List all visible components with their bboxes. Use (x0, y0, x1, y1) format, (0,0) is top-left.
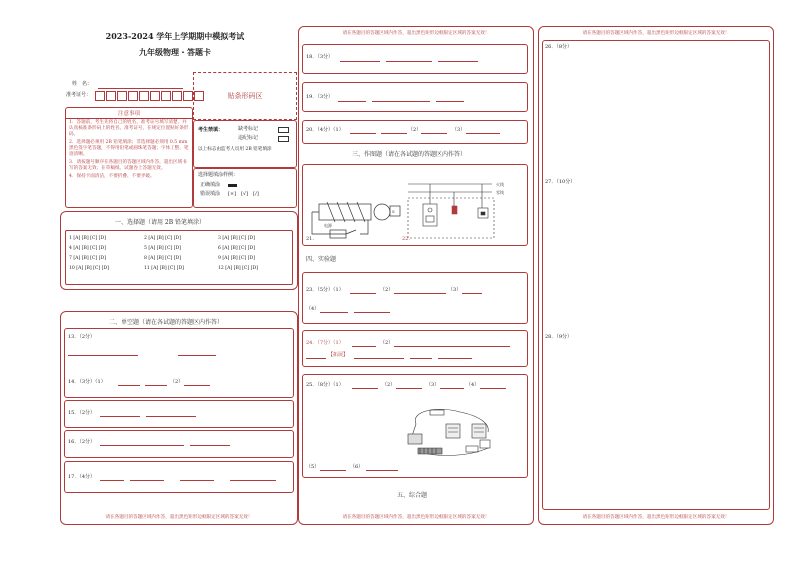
drawing-section-title: 三、作图题（请在各试题的答题区内作答） (352, 151, 467, 158)
q23-part2-label: （2） (380, 287, 394, 293)
q20-blank-2[interactable] (381, 133, 407, 134)
q14-part2-label: （2） (170, 379, 184, 385)
notes-title: 注意事项 (66, 108, 192, 119)
q24-label: 24．（7分）（1） (306, 340, 344, 346)
q17-blank-3[interactable] (180, 480, 214, 481)
q17-blank-2[interactable] (130, 480, 164, 481)
choice-q1[interactable]: 1 [A] [B] [C] [D] (69, 236, 106, 241)
q27-label: 27．（10分） (545, 179, 576, 185)
q19-blank-2[interactable] (372, 101, 430, 102)
q20-blank-3[interactable] (421, 133, 447, 134)
q19-blank-1[interactable] (338, 101, 366, 102)
q14-blank-1[interactable] (118, 385, 140, 386)
exam-title: 2023-2024 学年上学期期中模拟考试 (105, 31, 245, 41)
choice-q11[interactable]: 11 [A] [B] [C] [D] (144, 266, 184, 271)
notice-col3-bottom: 请在各题目的答题区域内作答，超出黑色矩形边框限定区域的答案无效！ (582, 515, 730, 520)
q25-blank-3[interactable] (440, 388, 464, 389)
q25-blank-6[interactable] (366, 470, 398, 471)
q24-box[interactable] (302, 330, 528, 367)
circuit-diagram (302, 164, 526, 244)
answer-area-26-28[interactable] (542, 40, 770, 510)
fill-example-box (193, 168, 297, 208)
q24-blank-1[interactable] (352, 346, 376, 347)
fire-wire-label: 火线 (496, 182, 504, 187)
q13-blank-2[interactable] (178, 355, 216, 356)
q25-blank-5[interactable] (320, 470, 346, 471)
q16-box[interactable] (64, 430, 294, 458)
comprehensive-section-title: 五、综合题 (397, 492, 428, 499)
q15-blank-1[interactable] (100, 416, 140, 417)
barcode-area (193, 72, 297, 120)
experiment-apparatus (400, 402, 500, 460)
choice-q8[interactable]: 8 [A] [B] [C] [D] (144, 256, 181, 261)
q25-blank-2[interactable] (396, 388, 422, 389)
exam-mark-label: 考生禁填： (198, 127, 224, 133)
q25-part5-label: （5） (306, 464, 320, 470)
q18-blank-2[interactable] (386, 61, 432, 62)
notice-col1: 请在各题目的答题区域内作答，超出黑色矩形边框限定区域的答案无效！ (105, 515, 253, 520)
q14-blank-2[interactable] (145, 385, 167, 386)
name-field[interactable] (98, 88, 183, 89)
q25-blank-4[interactable] (480, 388, 506, 389)
q23-blank-2[interactable] (394, 293, 446, 294)
correct-fill-sample (228, 184, 237, 187)
notes-item-4: 4．保持卡面清洁，不要折叠、不要弄破。 (69, 174, 155, 179)
notice-col2-top: 请在各题目的答题区域内作答，超出黑色矩形边框限定区域的答案无效！ (342, 31, 490, 36)
q23-box[interactable] (302, 272, 528, 324)
q16-blank-1[interactable] (100, 445, 184, 446)
q26-label: 26．（8分） (545, 44, 573, 50)
q28-label: 28．（9分） (545, 334, 573, 340)
q20-part3-label: （3） (452, 127, 466, 133)
q15-blank-2[interactable] (146, 416, 196, 417)
q20-blank-1[interactable] (350, 133, 376, 134)
q13-box[interactable] (64, 328, 294, 398)
q24-extension-label: 【拓展】 (328, 352, 349, 358)
q18-blank-1[interactable] (340, 61, 380, 62)
wrong-fill-marks: [×] [√] [/] (228, 191, 259, 197)
barcode-label: 贴条形码区 (227, 92, 263, 100)
q19-blank-3[interactable] (436, 101, 464, 102)
q23-part4-label: （4） (306, 306, 320, 312)
choice-q12[interactable]: 12 [A] [B] [C] [D] (218, 266, 258, 271)
absent-mark-label: 缺考标记 (238, 126, 259, 132)
absent-mark-box[interactable] (278, 127, 289, 133)
notice-col2-bottom: 请在各题目的答题区域内作答，超出黑色矩形边框限定区域的答案无效！ (342, 515, 490, 520)
q19-label: 19．（3分） (306, 94, 334, 100)
q14-label: 14．（3分）（1） (68, 379, 106, 385)
exam-mark-note: 以上标志由监考人员用 2B 铅笔填涂 (198, 147, 272, 152)
q23-part3-label: （3） (448, 287, 462, 293)
q23-blank-3[interactable] (462, 293, 482, 294)
choice-q10[interactable]: 10 [A] [B] [C] [D] (69, 266, 109, 271)
id-label: 准考证号： (66, 92, 92, 98)
power-label: 电源 (324, 223, 332, 228)
choice-section-title: 一、选择题（请用 2B 铅笔填涂） (115, 219, 206, 226)
q16-label: 16．（2分） (68, 439, 96, 445)
q25-blank-1[interactable] (352, 388, 378, 389)
q23-blank-1[interactable] (350, 293, 376, 294)
q13-label: 13．（2分） (68, 334, 96, 340)
violation-mark-label: 违纪标记 (238, 135, 259, 141)
q23-label: 23．（5分）（1） (306, 287, 344, 293)
q17-blank-1[interactable] (100, 480, 124, 481)
wrong-fill-label: 错误填涂 (200, 191, 221, 197)
q24-blank-4[interactable] (354, 358, 404, 359)
q25-label: 25．（8分）（1） (306, 382, 344, 388)
q24-blank-3[interactable] (306, 358, 326, 359)
q24-blank-5[interactable] (410, 358, 432, 359)
q21-label: 21. (306, 236, 314, 242)
q24-blank-6[interactable] (438, 358, 472, 359)
answer-sheet-subtitle: 九年级物理・答题卡 (139, 47, 211, 57)
violation-mark-box[interactable] (278, 136, 289, 142)
zero-wire-label: 零线 (496, 190, 504, 195)
notice-col3-top: 请在各题目的答题区域内作答，超出黑色矩形边框限定区域的答案无效！ (582, 31, 730, 36)
q22-label: 22. (402, 236, 410, 242)
exam-id-boxes[interactable] (95, 91, 204, 100)
fill-section-title: 二、单空题（请在各试题的答题区内作答） (109, 319, 224, 326)
choice-q4[interactable]: 4 [A] [B] [C] [D] (69, 246, 106, 251)
q24-blank-2[interactable] (394, 346, 510, 347)
electromagnet-diagram (312, 202, 400, 238)
exam-mark-box (193, 120, 297, 168)
choice-q5[interactable]: 5 [A] [B] [C] [D] (144, 246, 181, 251)
choice-q2[interactable]: 2 [A] [B] [C] [D] (144, 236, 181, 241)
choice-q3[interactable]: 3 [A] [B] [C] [D] (218, 236, 255, 241)
notes-box (65, 107, 193, 208)
q20-label: 20．（4分）（1） (306, 127, 344, 133)
q13-blank-1[interactable] (68, 355, 138, 356)
q18-label: 18．（3分） (306, 54, 334, 60)
correct-fill-label: 正确填涂 (200, 182, 221, 188)
choice-q7[interactable]: 7 [A] [B] [C] [D] (69, 256, 106, 261)
q15-label: 15．（2分） (68, 410, 96, 416)
fill-example-title: 选择题填涂样例： (198, 172, 239, 178)
q18-blank-3[interactable] (438, 61, 478, 62)
choice-q6[interactable]: 6 [A] [B] [C] [D] (218, 246, 255, 251)
q23-blank-4[interactable] (320, 312, 348, 313)
q19-box[interactable] (302, 82, 528, 112)
notes-item-3: 3．请按题号顺序在各题目的答题区域内作答，超出区域书写的答案无效；在草稿纸、试题卷上答题无效。 (69, 160, 187, 171)
q17-blank-4[interactable] (230, 480, 276, 481)
q14-blank-3[interactable] (184, 385, 210, 386)
q20-blank-4[interactable] (466, 133, 500, 134)
q17-box[interactable] (64, 461, 294, 493)
q18-box[interactable] (302, 44, 528, 74)
notes-item-2: 2．选择题必须用 2B 铅笔填涂；非选择题必须用 0.5 mm 黑色签字笔答题，不得用铅笔或圆珠笔答题；字体工整、笔迹清晰。 (69, 140, 189, 157)
q20-part2-label: （2） (408, 127, 422, 133)
notes-item-1: 1．答题前，考生先将自己的姓名、准考证号填写清楚，并认真核准条形码上的姓名、准考证号，在规定位置贴好条形码。 (69, 120, 189, 137)
q23-blank-5[interactable] (354, 312, 390, 313)
q25-part4-label: （4） (466, 382, 480, 388)
q25-part2-label: （2） (382, 382, 396, 388)
q16-blank-2[interactable] (190, 445, 230, 446)
experiment-section-title: 四、实验题 (306, 256, 337, 263)
diagram-s-label: S (392, 209, 395, 214)
q15-box[interactable] (64, 400, 294, 428)
choice-q9[interactable]: 9 [A] [B] [C] [D] (218, 256, 255, 261)
q24-part2-label: （2） (380, 340, 394, 346)
household-circuit (408, 184, 494, 238)
q25-part6-label: （6） (350, 464, 364, 470)
name-label: 姓 名： (72, 81, 93, 87)
q25-part3-label: （3） (426, 382, 440, 388)
q17-label: 17．（4分） (68, 474, 96, 480)
